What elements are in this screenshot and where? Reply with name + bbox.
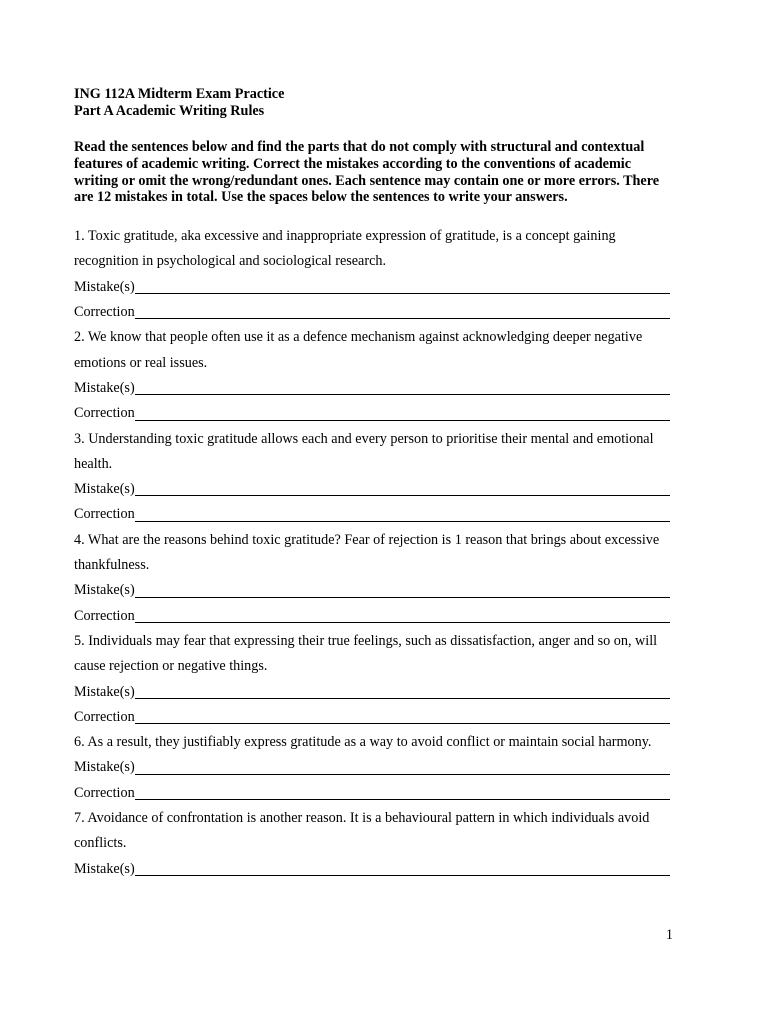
correction-blank[interactable] bbox=[135, 799, 670, 800]
correction-label: Correction bbox=[74, 784, 135, 801]
question-list bbox=[74, 224, 670, 882]
exam-page bbox=[74, 86, 670, 882]
mistake-blank[interactable] bbox=[135, 293, 670, 294]
mistake-blank[interactable] bbox=[135, 698, 670, 699]
mistake-label: Mistake(s) bbox=[74, 759, 135, 776]
mistake-blank[interactable] bbox=[135, 394, 670, 395]
correction-blank[interactable] bbox=[135, 318, 670, 319]
mistake-answer-line[interactable] bbox=[74, 578, 670, 603]
mistake-label: Mistake(s) bbox=[74, 860, 135, 877]
mistake-answer-line[interactable] bbox=[74, 680, 670, 705]
part-title: Part A Academic Writing Rules bbox=[74, 102, 265, 119]
correction-blank[interactable] bbox=[135, 521, 670, 522]
mistake-answer-line[interactable] bbox=[74, 376, 670, 401]
question-text: 7. Avoidance of confrontation is another reason. It is a behavioural pattern in which individuals avoid conflicts. bbox=[74, 810, 650, 852]
question-5 bbox=[74, 629, 670, 730]
mistake-label: Mistake(s) bbox=[74, 278, 135, 295]
correction-answer-line[interactable] bbox=[74, 604, 670, 629]
mistake-blank[interactable] bbox=[135, 774, 670, 775]
question-1 bbox=[74, 224, 670, 325]
correction-blank[interactable] bbox=[135, 420, 670, 421]
course-title: ING 112A Midterm Exam Practice bbox=[74, 86, 285, 102]
page-number: 1 bbox=[665, 927, 673, 943]
correction-label: Correction bbox=[74, 607, 135, 624]
mistake-answer-line[interactable] bbox=[74, 755, 670, 780]
correction-label: Correction bbox=[74, 405, 135, 422]
instructions: Read the sentences below and find the parts that do not comply with structural and contextual features of academic writing. Correct the mistakes according to the conventions of academic writing or omit the wrong/redundant ones. Each sentence may contain one or more errors. There are 12 mistakes in total. Use the spaces below the sentences to write your answers. bbox=[74, 139, 660, 206]
question-2 bbox=[74, 325, 670, 426]
correction-label: Correction bbox=[74, 708, 135, 725]
correction-answer-line[interactable] bbox=[74, 705, 670, 730]
mistake-label: Mistake(s) bbox=[74, 481, 135, 498]
question-4 bbox=[74, 528, 670, 629]
question-6 bbox=[74, 730, 670, 806]
correction-answer-line[interactable] bbox=[74, 401, 670, 426]
mistake-label: Mistake(s) bbox=[74, 683, 135, 700]
mistake-blank[interactable] bbox=[135, 875, 670, 876]
mistake-answer-line[interactable] bbox=[74, 477, 670, 502]
mistake-blank[interactable] bbox=[135, 495, 670, 496]
question-text: 6. As a result, they justifiably express gratitude as a way to avoid conflict or maintain social harmony. bbox=[74, 734, 652, 751]
correction-answer-line[interactable] bbox=[74, 502, 670, 527]
question-text: 3. Understanding toxic gratitude allows each and every person to prioritise their mental and emotional health. bbox=[74, 430, 654, 472]
mistake-blank[interactable] bbox=[135, 597, 670, 598]
mistake-answer-line[interactable] bbox=[74, 275, 670, 300]
correction-blank[interactable] bbox=[135, 622, 670, 623]
question-text: 5. Individuals may fear that expressing their true feelings, such as dissatisfaction, anger and so on, will cause rejection or negative things. bbox=[74, 632, 658, 675]
correction-answer-line[interactable] bbox=[74, 781, 670, 806]
question-text: 1. Toxic gratitude, aka excessive and inappropriate expression of gratitude, is a concept gaining recognition in psychological and sociological research. bbox=[74, 228, 616, 270]
correction-answer-line[interactable] bbox=[74, 300, 670, 325]
mistake-label: Mistake(s) bbox=[74, 582, 135, 599]
mistake-answer-line[interactable] bbox=[74, 857, 670, 882]
question-3 bbox=[74, 427, 670, 528]
correction-blank[interactable] bbox=[135, 723, 670, 724]
mistake-label: Mistake(s) bbox=[74, 379, 135, 396]
correction-label: Correction bbox=[74, 506, 135, 523]
question-text: 4. What are the reasons behind toxic gratitude? Fear of rejection is 1 reason that brings about excessive thankfulness. bbox=[74, 531, 660, 574]
question-text: 2. We know that people often use it as a defence mechanism against acknowledging deeper negative emotions or real issues. bbox=[74, 329, 643, 371]
question-7 bbox=[74, 806, 670, 882]
correction-label: Correction bbox=[74, 304, 135, 321]
